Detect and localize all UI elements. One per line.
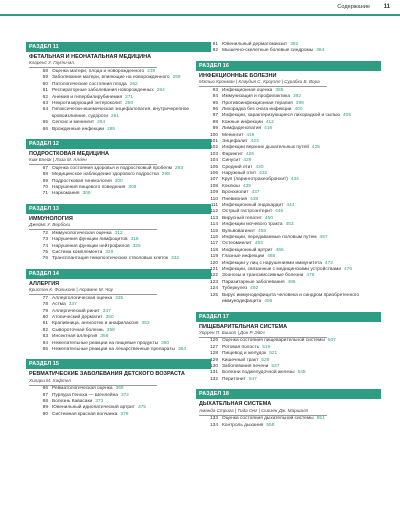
chapter-title: Трансплантация гемопоэтических стволовых клеток [52, 256, 169, 262]
page-ref[interactable]: 360 [161, 340, 170, 346]
chapter-title: Врожденные инфекции [52, 126, 105, 132]
chapter-number: 59 [42, 75, 48, 81]
page-ref[interactable]: 399 [295, 100, 304, 106]
editors-rule [29, 67, 157, 68]
section-editors: Мэтью Кронман | Клаудия С. Кроуэлл | Сурабхи Б. Вора [199, 79, 320, 85]
chapter-number: 101 [209, 138, 218, 144]
page-ref[interactable]: 335 [115, 295, 124, 301]
page-ref[interactable]: 281 [111, 113, 120, 119]
section-title: ПИЩЕВАРИТЕЛЬНАЯ СИСТЕМА [199, 323, 288, 330]
page-ref[interactable]: 308 [128, 185, 137, 191]
chapter-number: 122 [209, 273, 218, 279]
chapter-title: Наружный отит [222, 170, 257, 176]
chapter-title: Иммунологическая оценка [52, 230, 112, 236]
page-ref[interactable]: 426 [245, 151, 254, 157]
chapter-number: 97 [212, 113, 218, 119]
chapter-number: 111 [210, 203, 218, 209]
page-ref[interactable]: 466 [275, 247, 284, 253]
chapter-number: 100 [209, 132, 218, 138]
page-ref[interactable]: 547 [248, 376, 257, 382]
chapter-line [52, 256, 211, 262]
toc-entry[interactable] [26, 347, 211, 353]
chapter-number: 117 [210, 241, 218, 247]
section-label: РАЗДЕЛ 15 [26, 359, 211, 369]
page-ref[interactable]: 423 [250, 138, 259, 144]
page-ref[interactable]: 373 [95, 399, 104, 405]
section-title: ФЕТАЛЬНАЯ И НЕОНАТАЛЬНАЯ МЕДИЦИНА [29, 54, 152, 60]
section-title: ДЫХАТЕЛЬНАЯ СИСТЕМА [199, 401, 272, 408]
chapter-number: 71 [42, 191, 48, 197]
chapter-line [222, 293, 381, 306]
chapter-title: Аллергический ринит [52, 308, 100, 314]
chapter-title: Пищевод и желудок [222, 351, 267, 357]
chapter-number: 110 [210, 196, 218, 202]
page-ref[interactable]: 329 [105, 249, 114, 255]
chapter-number: 131 [209, 370, 218, 376]
page-ref[interactable]: 405 [343, 113, 352, 119]
chapter-title: Системная красная волчанка [52, 411, 118, 417]
page-ref[interactable]: 444 [286, 203, 295, 209]
continued-entries [196, 42, 381, 55]
chapter-number: 81 [42, 321, 48, 327]
chapter-number: 95 [212, 100, 218, 106]
chapter-title: Некротизирующий энтероколит [52, 100, 123, 106]
chapter-title: Крапивница, ангиоотек и анафилаксия [52, 321, 139, 327]
page-ref[interactable]: 450 [264, 215, 273, 221]
chapter-number: 107 [209, 177, 218, 183]
chapter-number: 68 [42, 172, 48, 178]
toc-entry[interactable] [196, 423, 381, 429]
toc-section [196, 61, 381, 306]
toc-entry[interactable] [26, 127, 211, 133]
chapter-title: Паразитарные заболевания [222, 279, 285, 285]
page-ref[interactable]: 472 [324, 260, 333, 266]
chapter-number: 133 [209, 416, 218, 422]
page-ref[interactable]: 285 [107, 126, 116, 132]
chapter-number: 91 [212, 42, 218, 47]
chapter-title: Оценка состояния здоровья и подростковый пробелм [52, 165, 172, 171]
chapter-number: 67 [42, 165, 48, 171]
chapter-title: Болезни поджелудочной железы [222, 370, 295, 376]
chapter-title: Круп (ларинготрахеобронхит) [222, 177, 288, 183]
chapter-title: Противоинфекционная терапия [222, 100, 293, 106]
chapter-title: Наркомания [52, 191, 80, 197]
page-ref[interactable]: 382 [290, 42, 299, 47]
header-rule [0, 14, 400, 16]
page-ref[interactable]: 537 [271, 364, 280, 370]
chapter-number: 76 [42, 256, 48, 262]
chapter-title: Оценка состояния пищеварительной системы [222, 338, 325, 344]
section-label: РАЗДЕЛ 11 [26, 42, 211, 52]
chapter-title: Ревматологическая оценка [52, 386, 113, 392]
page-ref[interactable]: 280 [125, 100, 134, 106]
page-number: 11 [383, 3, 390, 10]
chapter-number: 134 [209, 422, 218, 428]
toc-section [26, 359, 211, 418]
page-ref[interactable]: 313 [114, 230, 123, 236]
section-title: ПОДРОСТКОВАЯ МЕДИЦИНА [29, 150, 109, 157]
chapter-title: Ювенильный идиопатический артрит [52, 405, 135, 411]
chapter-title: Болезнь Кавасаки [52, 399, 93, 405]
section-editors: Кристен К. Фольконк | Асрамне М. Чоу [29, 287, 113, 293]
chapter-title: Инфекции, связанные с медицинскими устройствами [222, 267, 342, 273]
page-ref[interactable]: 400 [294, 106, 303, 112]
page-ref[interactable]: 264 [156, 88, 165, 94]
chapter-number: 108 [209, 183, 218, 189]
chapter-title: Мышечно-скелетные болевые синдромы [222, 48, 314, 54]
chapter-title: Анемия и гипербилирубинемия [52, 94, 123, 100]
chapter-title: Менингит [222, 132, 244, 138]
page-ref[interactable]: 364 [177, 346, 186, 352]
chapter-title: Оценка матери, плода и новорожденного [52, 68, 145, 74]
page-ref[interactable]: 425 [311, 145, 320, 151]
page-ref[interactable]: 435 [242, 183, 251, 189]
section-editors: Хилари М. Хафтел [29, 377, 71, 383]
chapter-number: 93 [212, 87, 218, 93]
chapter-title: Атопический дерматит [52, 314, 103, 320]
toc-entry[interactable] [196, 377, 381, 383]
chapter-title: Патологические состояния плода [52, 81, 127, 87]
chapter-number: 96 [212, 106, 218, 112]
chapter-number: 120 [209, 260, 218, 266]
chapter-title: Иммунизация и профилактика [222, 94, 290, 100]
page-ref[interactable]: 309 [82, 191, 91, 197]
page-ref[interactable]: 384 [316, 48, 325, 54]
page-ref[interactable]: 262 [129, 81, 138, 87]
section-label: РАЗДЕЛ 16 [196, 61, 381, 71]
toc-section [26, 139, 211, 198]
chapter-number: 78 [42, 302, 48, 308]
chapter-title: Контроль дыхания [222, 422, 264, 428]
section-title: РЕВМАТИЧЕСКИЕ ЗАБОЛЕВАНИЯ ДЕТСКОГО ВОЗРАСТА [29, 371, 185, 378]
chapter-number: 88 [42, 399, 48, 405]
page-ref[interactable]: 545 [297, 370, 306, 376]
chapter-title: Инфекции у лиц с нарушениями иммунитета [222, 260, 322, 266]
chapter-title: Сывороточная болезнь [52, 327, 104, 333]
page-ref[interactable]: 455 [258, 228, 267, 234]
chapter-number: 105 [209, 164, 218, 170]
chapter-number: 77 [42, 295, 48, 301]
page-ref[interactable]: 358 [106, 327, 115, 333]
chapter-number: 87 [42, 392, 48, 398]
chapter-title: Ювенильный дерматомиозит [222, 42, 288, 47]
chapter-number: 116 [210, 235, 218, 241]
chapter-title: Острый гастроэнтерит [222, 209, 273, 215]
editors-rule [199, 86, 327, 87]
chapter-number: 90 [42, 411, 48, 417]
chapter-number: 73 [42, 237, 48, 243]
section-label: РАЗДЕЛ 17 [196, 312, 381, 322]
chapter-number: 66 [42, 126, 48, 132]
chapter-number: 99 [212, 126, 218, 132]
chapter-title: Кишечный тракт [222, 357, 259, 363]
page-ref[interactable]: 507 [327, 338, 336, 344]
chapter-number: 102 [209, 145, 218, 151]
page-ref[interactable]: 446 [275, 209, 284, 215]
page-ref[interactable]: 318 [130, 237, 139, 243]
page-ref[interactable]: 369 [115, 386, 124, 392]
chapter-title: Инфекционный артрит [222, 247, 273, 253]
chapter-line [52, 412, 211, 418]
chapter-number: 84 [42, 340, 48, 346]
page-ref[interactable]: 432 [259, 170, 268, 176]
chapter-title: Энцефалит [222, 138, 248, 144]
chapter-title: Зоонозы и трансмиссивные болезни [222, 273, 304, 279]
chapter-title: Пневмония [222, 196, 248, 202]
page-header [0, 0, 400, 16]
chapter-number: 98 [212, 119, 218, 125]
page-ref[interactable]: 468 [267, 254, 276, 260]
chapter-number: 125 [209, 292, 218, 298]
chapter-number: 113 [210, 215, 218, 221]
page-ref[interactable]: 353 [141, 321, 150, 327]
chapter-number: 109 [209, 190, 218, 196]
section-editors: Уоррен П. Бишоп | Дон Р. Эйсч [199, 329, 265, 335]
chapter-number: 69 [42, 178, 48, 184]
toc-entry[interactable] [26, 107, 211, 120]
chapter-line [222, 377, 381, 383]
page-ref[interactable]: 259 [172, 75, 181, 81]
editors-rule [29, 164, 157, 165]
chapter-title: Бронхиолит [222, 190, 249, 196]
section-title: ИНФЕКЦИОННЫЕ БОЛЕЗНИ [199, 72, 277, 79]
chapter-number: 83 [42, 334, 48, 340]
chapter-number: 74 [42, 243, 48, 249]
page-ref[interactable]: 416 [264, 126, 273, 132]
page-ref[interactable]: 379 [120, 411, 129, 417]
chapter-title: Инфекционный эндокардит [222, 203, 284, 209]
chapter-title: Фарингит [222, 151, 243, 157]
page-ref[interactable]: 347 [102, 308, 111, 314]
chapter-title: Инсектная аллергия [52, 334, 98, 340]
chapter-title: Вульвовагинит [222, 228, 256, 234]
chapter-title: Система комплемента [52, 249, 103, 255]
section-label: РАЗДЕЛ 12 [26, 139, 211, 149]
toc-entry[interactable] [26, 191, 211, 197]
page-ref[interactable]: 300 [114, 178, 123, 184]
chapter-line [222, 423, 381, 429]
chapter-number: 114 [210, 222, 218, 228]
chapter-title: Перитонит [222, 376, 246, 382]
chapter-line [52, 107, 211, 120]
chapter-title: Коклюш [222, 183, 240, 189]
section-editors: Ким Блейк | Лиза М. Аллен [29, 157, 87, 163]
chapter-title: Инфекции, характеризующиеся лихорадкой и сыпью [222, 113, 341, 119]
page-ref[interactable]: 429 [243, 158, 252, 164]
right-column [196, 42, 381, 435]
chapter-number: 103 [209, 151, 218, 157]
chapter-title: Инфекции, передаваемые половым путем [222, 235, 317, 241]
chapter-number: 118 [210, 247, 218, 253]
chapter-title: Медицинское наблюдение здорового подростка [52, 172, 159, 178]
page-ref[interactable]: 419 [246, 132, 255, 138]
page-ref[interactable]: 350 [105, 314, 114, 320]
page-ref[interactable]: 412 [265, 119, 274, 125]
section-editors: Аманда Стрига | Тида Онг | Сьюзен Дж. Маршалл [199, 407, 309, 413]
toc-entry[interactable] [26, 412, 211, 418]
chapter-title: Лихорадка без очага инфекции [222, 106, 292, 112]
chapter-title: Нежелательные реакции на пищевые продукты [52, 340, 159, 346]
toc-entry[interactable] [196, 293, 381, 306]
page-ref[interactable]: 519 [262, 344, 271, 350]
page-ref[interactable]: 271 [125, 94, 134, 100]
page-ref[interactable]: 453 [285, 222, 294, 228]
chapter-title: Гипоксически-ишемическая энцефалопатия, внутричерепное кровоизлияние, судороги [52, 107, 190, 119]
page-ref[interactable]: 392 [293, 94, 302, 100]
chapter-number: 58 [42, 68, 48, 74]
chapter-title: Заболевания печени [222, 364, 269, 370]
chapter-line [222, 48, 381, 54]
page-ref[interactable]: 293 [174, 165, 183, 171]
chapter-number: 106 [209, 170, 218, 176]
chapter-title: Сепсис и менингит [52, 120, 95, 126]
page-ref[interactable]: 332 [171, 256, 180, 262]
chapter-number: 70 [42, 185, 48, 191]
chapter-title: Нарушения пищевого поведения [52, 185, 126, 191]
chapter-number: 82 [42, 327, 48, 333]
chapter-title: Вирус иммунодефицита человека и синдром приобретенного иммунодефицита [222, 292, 360, 305]
chapter-number: 75 [42, 249, 48, 255]
chapter-number: 132 [209, 376, 218, 382]
chapter-number: 63 [42, 100, 48, 106]
chapter-number: 86 [42, 386, 48, 392]
chapter-number: 128 [209, 351, 218, 357]
chapter-title: Синусит [222, 158, 241, 164]
section-label: РАЗДЕЛ 14 [26, 269, 211, 279]
chapter-number: 121 [209, 267, 218, 273]
page-ref[interactable]: 496 [264, 299, 273, 305]
chapter-title: Туберкулез [222, 286, 248, 292]
chapter-number: 129 [209, 357, 218, 363]
chapter-line [52, 127, 211, 133]
page-ref[interactable]: 372 [120, 392, 129, 398]
page-ref[interactable]: 437 [251, 190, 260, 196]
chapter-line [52, 347, 211, 353]
chapter-title: Нарушения функции нейтрофилов [52, 243, 130, 249]
page-ref[interactable]: 358 [100, 334, 109, 340]
page-ref[interactable]: 389 [275, 87, 284, 93]
chapter-line [52, 191, 211, 197]
page-ref[interactable]: 492 [250, 286, 259, 292]
chapter-number: 123 [209, 279, 218, 285]
chapter-title: Остеомиелит [222, 241, 252, 247]
chapter-number: 92 [212, 48, 218, 54]
chapter-number: 94 [212, 94, 218, 100]
chapter-number: 61 [42, 88, 48, 94]
section-editors: Кларенс У. Гаути-мл. [29, 60, 76, 66]
toc-entry[interactable] [26, 256, 211, 262]
chapter-number: 79 [42, 308, 48, 314]
chapter-title: Инфекционная оценка [222, 87, 273, 93]
page-ref[interactable]: 298 [161, 172, 170, 178]
chapter-number: 119 [210, 254, 218, 260]
page-ref[interactable]: 284 [97, 120, 106, 126]
page-ref[interactable]: 325 [132, 243, 141, 249]
section-label: РАЗДЕЛ 18 [196, 389, 381, 399]
toc-entry[interactable] [196, 48, 381, 54]
chapter-title: Нарушения функции лимфоцитов [52, 237, 128, 243]
chapter-title: Инфекции мочевого тракта [222, 222, 283, 228]
page-ref[interactable]: 529 [261, 357, 270, 363]
chapter-number: 112 [210, 209, 218, 215]
page-ref[interactable]: 430 [255, 164, 264, 170]
page-ref[interactable]: 486 [287, 279, 296, 285]
page-ref[interactable]: 558 [266, 422, 275, 428]
chapter-title: Заболевания матери, влияющие на новорожденного [52, 75, 170, 81]
section-title: ИММУНОЛОГИЯ [29, 215, 73, 222]
chapter-number: 72 [42, 230, 48, 236]
page-ref[interactable]: 337 [68, 302, 77, 308]
chapter-title: Подростковая гинекология [52, 178, 112, 184]
page-ref[interactable]: 434 [290, 177, 299, 183]
running-header-title: Содержание [337, 4, 370, 10]
page-ref[interactable]: 521 [269, 351, 278, 357]
toc-section [26, 204, 211, 263]
chapter-number: 62 [42, 94, 48, 100]
chapter-number: 115 [210, 228, 218, 234]
chapter-title: Лимфаденопатия [222, 126, 262, 132]
chapter-title: Нежелательные реакции на лекарственные препараты [52, 346, 175, 352]
chapter-title: Астма [52, 302, 66, 308]
left-column [26, 42, 211, 424]
toc-section [196, 389, 381, 429]
toc-section [196, 312, 381, 384]
chapter-title: Средний отит [222, 164, 253, 170]
page-ref[interactable]: 463 [254, 241, 263, 247]
chapter-number: 65 [42, 120, 48, 126]
chapter-number: 80 [42, 314, 48, 320]
chapter-title: Аллергологическая оценка [52, 295, 113, 301]
chapter-number: 104 [209, 158, 218, 164]
chapter-number: 126 [209, 338, 218, 344]
chapter-number: 85 [42, 346, 48, 352]
section-label: РАЗДЕЛ 13 [26, 204, 211, 214]
chapter-title: Пурпура Геноха — Шенлейна [52, 392, 118, 398]
editors-rule [29, 294, 157, 295]
chapter-title: Кожные инфекции [222, 119, 263, 125]
chapter-title: Респираторные заболевания новорожденных [52, 88, 154, 94]
page-ref[interactable]: 551 [316, 416, 325, 422]
chapter-number: 64 [42, 107, 48, 113]
chapter-title: Вирусный гепатит [222, 215, 262, 221]
page-ref[interactable]: 375 [137, 405, 146, 411]
chapter-title: Глазные инфекции [222, 254, 265, 260]
section-title: АЛЛЕРГИЯ [29, 280, 60, 287]
chapter-number: 124 [209, 286, 218, 292]
chapter-title: Оценка состояния дыхательной системы [222, 416, 314, 422]
toc-section [26, 269, 211, 354]
chapter-title: Ротовая полость [222, 344, 260, 350]
chapter-number: 130 [209, 364, 218, 370]
toc-section [26, 42, 211, 133]
chapter-number: 60 [42, 81, 48, 87]
editors-rule [29, 229, 157, 230]
chapter-number: 89 [42, 405, 48, 411]
page-ref[interactable]: 476 [344, 267, 353, 273]
section-editors: Джеймс У. Вербски [29, 222, 71, 228]
page-ref[interactable]: 478 [306, 273, 315, 279]
page-ref[interactable]: 239 [147, 68, 156, 74]
chapter-number: 127 [209, 344, 218, 350]
page-ref[interactable]: 438 [250, 196, 259, 202]
page-ref[interactable]: 457 [319, 235, 328, 241]
chapter-title: Инфекции верхних дыхательных путей [222, 145, 309, 151]
